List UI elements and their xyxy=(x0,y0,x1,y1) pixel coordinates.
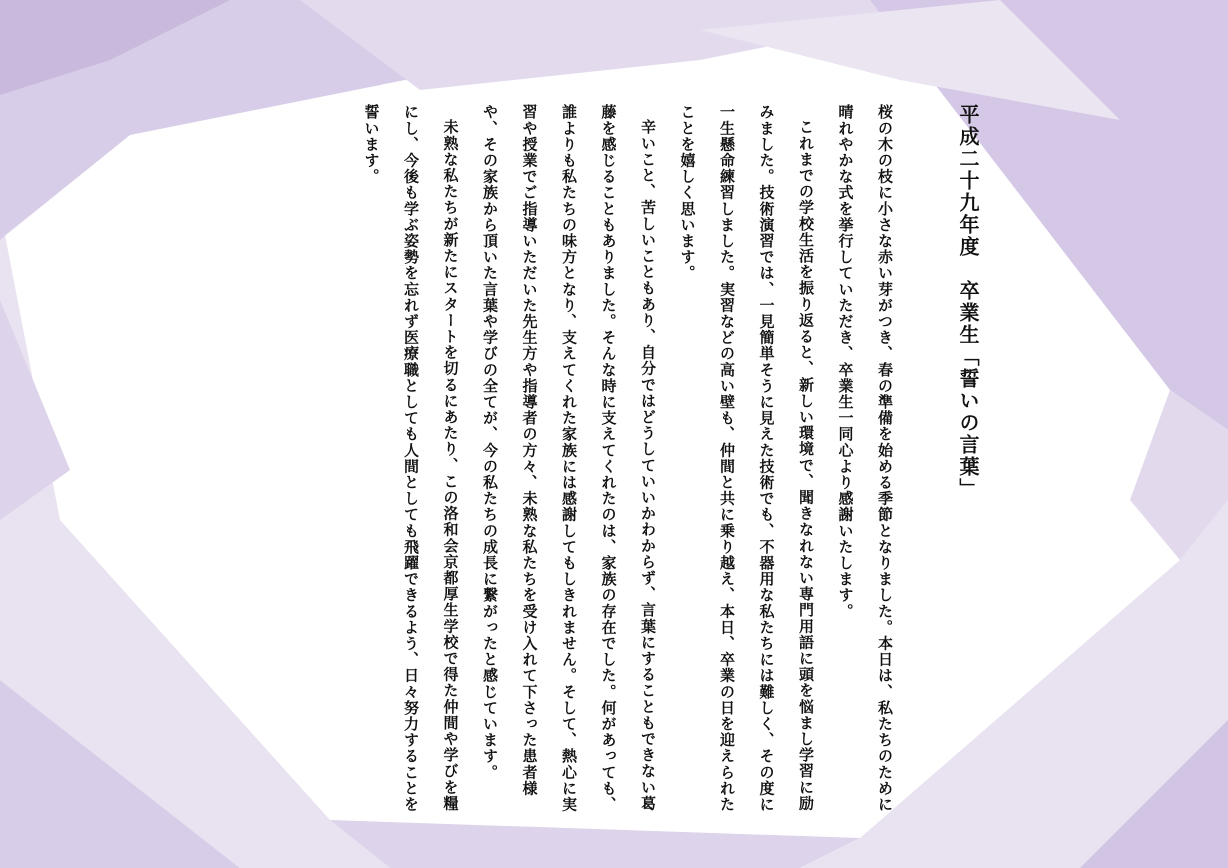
paragraph-opening: 桜の木の枝に小さな赤い芽がつき、春の準備を始める季節となりました。本日は、私たちのために晴れやかな式を挙行していただき、卒業生一同心より感謝いたします。 xyxy=(836,104,894,813)
vow-text xyxy=(351,104,978,824)
page-title: 平成二十九年度 卒業生「誓いの言葉」 xyxy=(956,104,980,500)
paragraph-gratitude: 辛いこと、苦しいこともあり、自分ではどうしていいかわからず、言葉にすることもできない葛藤を感じることもありました。そんな時に支えてくれたのは、家族の存在でした。何があっても、誰よりも私たちの味方となり、支えてくれた家族には感謝してもしきれません。そして、熱心に実習や授業でご指導いただいた先生方や指導者の方々、未熟な私たちを受け入れて下さった患者様や、その家族から頂いた言葉や学びの全てが、今の私たちの成長に繋がったと感じています。 xyxy=(481,104,657,813)
paragraph-vow: 未熟な私たちが新たにスタートを切るにあたり、この洛和会京都厚生学校で得た仲間や学びを糧にし、今後も学ぶ姿勢を忘れず医療職としても人間としても飛躍できるよう、日々努力することを誓います。 xyxy=(362,104,460,813)
paragraph-school-life: これまでの学校生活を振り返ると、新しい環境で、聞きなれない専門用語に頭を悩まし学習に励みました。技術演習では、一見簡単そうに見えた技術でも、不器用な私たちには難しく、その度に一生懸命練習しました。実習などの高い壁も、仲間と共に乗り越え、本日、卒業の日を迎えられたことを嬉しく思います。 xyxy=(678,104,815,813)
